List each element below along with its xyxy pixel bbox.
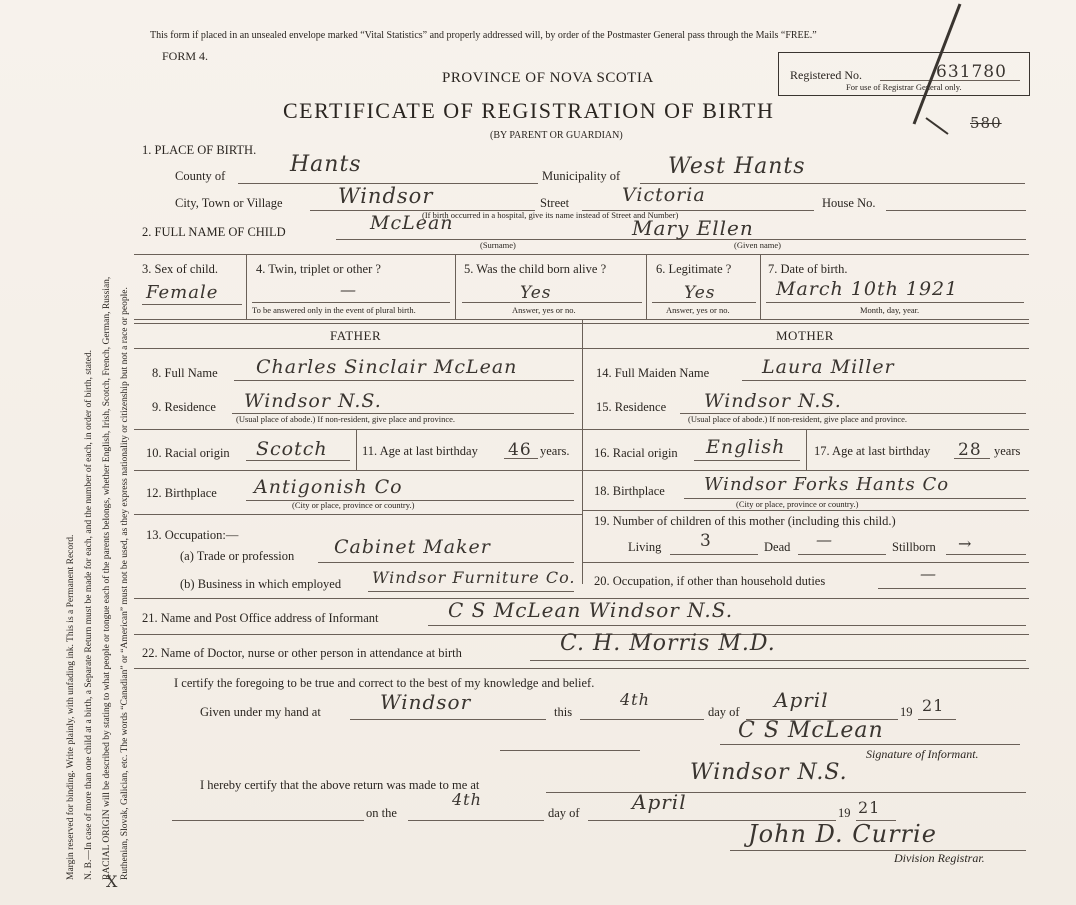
given-year: 21 (922, 696, 945, 715)
mother-racial-value: English (706, 436, 786, 458)
stillborn-label: Stillborn (892, 540, 936, 554)
margin-note-binding: Margin reserved for binding. Write plainly, with unfading ink. This is a Permanent Record. (66, 534, 76, 880)
father-occupation-label: 13. Occupation:— (146, 528, 239, 542)
sex-value: Female (146, 282, 219, 303)
father-heading: FATHER (330, 328, 382, 343)
mother-birthplace-label: 18. Birthplace (594, 484, 665, 498)
city-value: Windsor (338, 184, 434, 208)
child-surname: McLean (370, 212, 454, 234)
mother-racial-label: 16. Racial origin (594, 446, 678, 460)
legitimate-value: Yes (684, 283, 716, 303)
mother-occupation-label: 20. Occupation, if other than household duties (594, 574, 826, 588)
father-birthplace-note: (City or place, province or country.) (292, 500, 415, 510)
mother-residence-note: (Usual place of abode.) If non-resident, give place and province. (688, 414, 908, 424)
legitimate-label: 6. Legitimate ? (656, 262, 732, 276)
father-name-value: Charles Sinclair McLean (256, 356, 518, 378)
day-of-label: day of (708, 705, 740, 719)
return-year-prefix: 19 (838, 806, 851, 820)
surname-note: (Surname) (480, 240, 516, 250)
born-alive-label: 5. Was the child born alive ? (464, 262, 607, 276)
page-subtitle: (BY PARENT OR GUARDIAN) (490, 130, 623, 141)
registrar-label: Division Registrar. (894, 851, 985, 865)
father-trade-value: Cabinet Maker (334, 536, 491, 558)
father-residence-note: (Usual place of abode.) If non-resident, give place and province. (236, 414, 456, 424)
municipality-label: Municipality of (542, 169, 621, 183)
pen-stroke-mark (900, 2, 970, 137)
county-label: County of (175, 169, 226, 183)
house-no-label: House No. (822, 196, 876, 210)
margin-note-racial: RACIAL ORIGIN will be described by stating to what people or tongue each of the parents belongs, whether English, Irish, Scotch, French, German, Russian, (102, 276, 112, 880)
father-racial-label: 10. Racial origin (146, 446, 230, 460)
mother-years-label: years (994, 444, 1021, 458)
page-title: CERTIFICATE OF REGISTRATION OF BIRTH (283, 98, 775, 123)
province-heading: PROVINCE OF NOVA SCOTIA (442, 70, 654, 86)
informant-signature: C S McLean (738, 718, 884, 743)
municipality-value: West Hants (668, 154, 806, 179)
informant-signature-label: Signature of Informant. (866, 747, 979, 761)
return-day: 4th (452, 790, 482, 809)
father-birthplace-label: 12. Birthplace (146, 486, 217, 500)
date-of-birth-value: March 10th 1921 (776, 278, 959, 300)
certify-text: I certify the foregoing to be true and correct to the best of my knowledge and belief. (174, 676, 595, 690)
dead-label: Dead (764, 540, 791, 554)
twin-value: — (340, 280, 357, 299)
this-label: this (554, 705, 573, 719)
attendant-value: C. H. Morris M.D. (560, 631, 776, 656)
given-day: 4th (620, 690, 650, 709)
postal-notice: This form if placed in an unsealed envelope marked “Vital Statistics” and properly addressed will, by order of the Postmaster General pass through the Mails “FREE.” (150, 30, 817, 41)
street-value: Victoria (622, 184, 706, 206)
legitimate-note: Answer, yes or no. (666, 305, 730, 315)
mother-residence-label: 15. Residence (596, 400, 667, 414)
registered-number: 631780 (936, 62, 1007, 82)
mother-birthplace-note: (City or place, province or country.) (736, 499, 859, 509)
margin-note-racial-cont: Ruthenian, Slovak, Galician, etc. The words “Canadian” or “American” must not be used, as they express nationality or citizenship but not a race or people. (120, 287, 130, 880)
return-year: 21 (858, 798, 881, 817)
corner-number: 580 (970, 114, 1002, 132)
twin-label: 4. Twin, triplet or other ? (256, 262, 381, 276)
stillborn-value: → (958, 534, 973, 553)
mother-occupation-value: — (920, 564, 937, 583)
living-value: 3 (700, 531, 712, 551)
return-month: April (632, 790, 687, 814)
margin-x-mark: X (106, 872, 119, 891)
return-day-of-label: day of (548, 806, 580, 820)
father-age-label: 11. Age at last birthday (362, 444, 478, 458)
street-label: Street (540, 196, 570, 210)
father-racial-value: Scotch (256, 438, 328, 460)
mother-residence-value: Windsor N.S. (704, 390, 842, 412)
dead-value: — (816, 530, 833, 549)
mother-birthplace-value: Windsor Forks Hants Co (704, 474, 950, 495)
living-label: Living (628, 540, 662, 554)
given-month: April (774, 688, 829, 712)
given-year-prefix: 19 (900, 705, 913, 719)
attendant-label: 22. Name of Doctor, nurse or other person in attendance at birth (142, 646, 462, 660)
mother-age-value: 28 (958, 440, 982, 460)
form-number: FORM 4. (162, 49, 209, 63)
child-name-label: 2. FULL NAME OF CHILD (142, 225, 286, 239)
city-label: City, Town or Village (175, 196, 283, 210)
mother-name-label: 14. Full Maiden Name (596, 366, 710, 380)
county-value: Hants (290, 152, 362, 177)
mother-age-label: 17. Age at last birthday (814, 444, 931, 458)
informant-value: C S McLean Windsor N.S. (448, 598, 734, 622)
registered-label: Registered No. (790, 68, 862, 82)
place-of-birth-label: 1. PLACE OF BIRTH. (142, 143, 257, 157)
mother-name-value: Laura Miller (762, 356, 895, 378)
given-place: Windsor (380, 690, 472, 714)
father-trade-label: (a) Trade or profession (180, 549, 295, 563)
given-under-label: Given under my hand at (200, 705, 321, 719)
twin-note: To be answered only in the event of plural birth. (252, 305, 416, 315)
father-name-label: 8. Full Name (152, 366, 218, 380)
return-place: Windsor N.S. (690, 760, 848, 785)
father-birthplace-value: Antigonish Co (254, 476, 403, 498)
father-years-label: years. (540, 444, 570, 458)
date-of-birth-note: Month, day, year. (860, 305, 920, 315)
mother-heading: MOTHER (776, 328, 834, 343)
born-alive-value: Yes (520, 283, 552, 303)
mother-children-label: 19. Number of children of this mother (including this child.) (594, 514, 896, 528)
hospital-note: (If birth occurred in a hospital, give its name instead of Street and Number) (422, 210, 679, 220)
father-residence-value: Windsor N.S. (244, 390, 382, 412)
margin-note-nb: N. B.—In case of more than one child at a birth, a Separate Return must be made for each, and the number of each, in order of birth, stated. (84, 350, 94, 880)
informant-label: 21. Name and Post Office address of Informant (142, 611, 379, 625)
born-alive-note: Answer, yes or no. (512, 305, 576, 315)
date-of-birth-label: 7. Date of birth. (768, 262, 848, 276)
father-residence-label: 9. Residence (152, 400, 216, 414)
return-text: I hereby certify that the above return was made to me at (200, 778, 480, 792)
sex-label: 3. Sex of child. (142, 262, 219, 276)
on-the-label: on the (366, 806, 397, 820)
registrar-signature: John D. Currie (748, 820, 937, 848)
father-age-value: 46 (508, 440, 532, 460)
child-given-name: Mary Ellen (632, 216, 754, 240)
father-business-value: Windsor Furniture Co. (372, 568, 576, 587)
father-business-label: (b) Business in which employed (180, 577, 342, 591)
registrar-note: For use of Registrar General only. (846, 82, 962, 92)
given-name-note: (Given name) (734, 240, 781, 250)
